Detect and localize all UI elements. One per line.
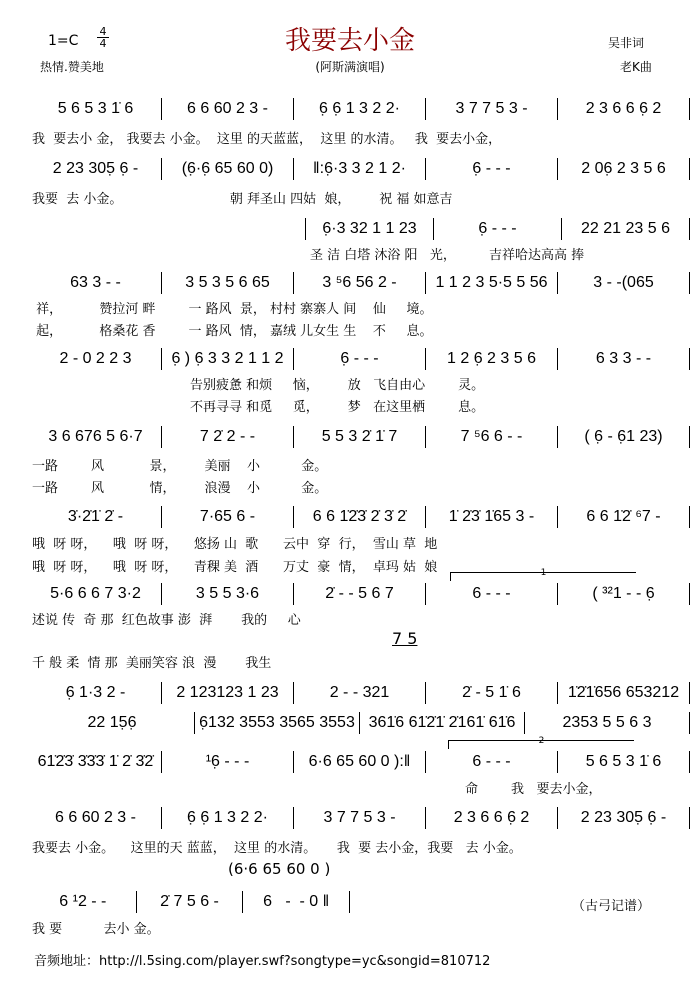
lyric-line: 告别疲惫 和烦 恼， 放 飞自由心 灵。	[190, 378, 485, 393]
measure: 1 2 6̣ 2 3 5 6	[426, 348, 558, 370]
notation-row	[30, 583, 690, 605]
lyric-line: 千 般 柔 情 那 美丽笑容 浪 漫 我生	[32, 656, 272, 671]
volta-bracket: 1	[450, 572, 636, 581]
measure: 5·6 6 6 7 3·2	[30, 583, 162, 605]
measure: ( ³²1 - - 6̣	[558, 583, 690, 605]
measure: 22 21 23 5 6	[562, 218, 690, 240]
measure: 6 6 1̇2̇3̇ 2̇ 3̇ 2̇	[294, 506, 426, 528]
measure: 2 3 6 6 6̣ 2	[558, 98, 690, 120]
measure: 2 123123 1 23	[162, 682, 294, 704]
measure: 1̇2̇1̇656 653212	[558, 682, 690, 704]
measure: 2̇ - 5 1̇ 6	[426, 682, 558, 704]
lyric-line: 命 我 要去小金，	[465, 782, 602, 797]
measure: 3 7 7 5 3 -	[426, 98, 558, 120]
lyric-line: 一路 风 景， 美丽 小 金。	[32, 459, 328, 474]
notation-row	[30, 712, 690, 734]
measure: 6̣ 1·3 2 -	[30, 682, 162, 704]
measure: 3 7 7 5 3 -	[294, 807, 426, 829]
lyricist: 吴非词	[608, 36, 645, 50]
measure: (6̣·6̣ 65 60 0)	[162, 158, 294, 180]
notation-row	[30, 682, 690, 704]
measure: 7 ⁵6 6 - -	[426, 426, 558, 448]
measure: 5 6 5 3 1̇ 6	[30, 98, 162, 120]
measure: 2 23 305̣ 6̣ -	[30, 158, 162, 180]
measure: 6 6 1̇2̇ ⁶7 -	[558, 506, 690, 528]
notation-credit: （古弓记谱）	[572, 899, 651, 914]
alternate-notes: 7 5	[392, 629, 418, 648]
song-title: 我要去小金	[284, 26, 415, 56]
key-signature: 1=C	[48, 33, 79, 49]
measure: 6̣ - - -	[426, 158, 558, 180]
notation-row	[30, 807, 690, 829]
measure: 2 - - 321	[294, 682, 426, 704]
measure: 2 06̣ 2 3 5 6	[558, 158, 690, 180]
measure: 6̣132 3553 3565 3553	[195, 712, 360, 734]
measure: 61̇2̇3̇ 3̇3̇3̇ 1̇ 2̇ 3̇2̇	[30, 751, 162, 773]
measure: 6 ¹2 - -	[30, 891, 137, 913]
measure: 1̇ 2̇3̇ 1̇65 3 -	[426, 506, 558, 528]
measure: 2̇ - - 5 6 7	[294, 583, 426, 605]
measure: 6 3 3 - -	[558, 348, 690, 370]
lyric-line: 我 要 去小 金。	[32, 922, 160, 937]
lyric-line: 祥， 赞拉河 畔 一 路风 景， 村村 寨寨人 间 仙 境。	[32, 302, 433, 317]
notation-row	[30, 158, 690, 180]
interlude-notes: (6·6 65 60 0 )	[228, 860, 331, 878]
measure: 22 15̣6̣	[30, 712, 195, 734]
lyric-line: 述说 传 奇 那 红色故事 澎 湃 我的 心	[32, 613, 301, 628]
measure: 6̣ 6̣ 1 3 2 2·	[294, 98, 426, 120]
expression-mark: 热情.赞美地	[40, 60, 104, 74]
volta-bracket: 2	[448, 740, 634, 749]
audio-url: 音频地址：http://l.5sing.com/player.swf?songtype=yc&songid=810712	[34, 954, 491, 969]
song-subtitle: (阿斯满演唱)	[315, 60, 385, 74]
measure: ( 6̣ - 6̣1 23)	[558, 426, 690, 448]
measure: 3 - -(065	[558, 272, 690, 294]
measure: 6̣ 6̣ 1 3 2 2·	[162, 807, 294, 829]
measure: 3 6 676 5 6·7	[30, 426, 162, 448]
measure: 6 6 60 2 3 -	[30, 807, 162, 829]
measure: 6̣·3 32 1 1 23	[305, 218, 434, 240]
measure: 3 ⁵6 56 2 -	[294, 272, 426, 294]
lyric-line: 一路 风 情， 浪漫 小 金。	[32, 481, 328, 496]
measure: 361̇6 61̇2̇1̇ 2̇161̇ 61̇6	[360, 712, 525, 734]
notation-row	[30, 348, 690, 370]
measure: 6̣ - - -	[434, 218, 562, 240]
measure: 3̇·2̇1̇ 2̇ -	[30, 506, 162, 528]
lyric-line: 哦 呀 呀， 哦 呀 呀， 青稞 美 酒 万丈 豪 情， 卓玛 姑 娘	[32, 560, 438, 575]
notation-row	[30, 506, 690, 528]
notation-row	[30, 272, 690, 294]
measure: 3 5 3 5 6 65	[162, 272, 294, 294]
notation-row	[30, 426, 690, 448]
measure: 6 - - 0 ‖	[243, 891, 350, 913]
composer: 老K曲	[620, 60, 652, 74]
lyric-line: 哦 呀 呀， 哦 呀 呀， 悠扬 山 歌 云中 穿 行， 雪山 草 地	[32, 537, 438, 552]
measure: 6̣ ) 6̣ 3 3 2 1 1 2	[162, 348, 294, 370]
time-bottom: 4	[97, 37, 109, 49]
notation-row	[30, 891, 350, 913]
measure: 7 2̇ 2 - -	[162, 426, 294, 448]
measure: 2̇ 7 5 6 -	[137, 891, 244, 913]
time-top: 4	[99, 25, 107, 38]
measure: 2353 5 5 6 3	[525, 712, 690, 734]
measure: 6 - - -	[426, 751, 558, 773]
measure: 2 23 305̣ 6̣ -	[558, 807, 690, 829]
lyric-line: 不再寻寻 和觅 觅， 梦 在这里栖 息。	[190, 400, 485, 415]
measure: 2 3 6 6 6̣ 2	[426, 807, 558, 829]
measure: 6 6 60 2 3 -	[162, 98, 294, 120]
measure: 5 5 3 2̇ 1̇ 7	[294, 426, 426, 448]
measure: ¹6̣ - - -	[162, 751, 294, 773]
measure: 3 5 5 3·6	[162, 583, 294, 605]
measure: ‖:6̣·3 3 2 1 2·	[294, 158, 426, 180]
notation-row	[30, 751, 690, 773]
lyric-line: 我要 去 小金。 朝 拜圣山 四姑 娘， 祝 福 如意吉	[32, 192, 453, 207]
lyric-line: 起， 格桑花 香 一 路风 情， 嘉绒 儿女生 生 不 息。	[32, 324, 433, 339]
measure: 7·65 6 -	[162, 506, 294, 528]
lyric-line: 圣 洁 白塔 沐浴 阳 光， 吉祥哈达高高 捧	[310, 248, 585, 263]
lyric-line: 我 要去小 金， 我要去 小金。 这里 的天蓝蓝， 这里 的水清。 我 要去小金，	[32, 132, 502, 147]
measure: 2 - 0 2 2 3	[30, 348, 162, 370]
notation-row	[30, 98, 690, 120]
lyric-line: 我要去 小金。 这里的天 蓝蓝， 这里 的水清。 我 要 去小金，我要 去 小金。	[32, 841, 522, 856]
measure: 6 - - -	[426, 583, 558, 605]
measure: 63 3 - -	[30, 272, 162, 294]
notation-row	[305, 218, 690, 240]
measure: 6̣ - - -	[294, 348, 426, 370]
measure: 5 6 5 3 1̇ 6	[558, 751, 690, 773]
measure: 6·6 65 60 0 ):‖	[294, 751, 426, 773]
measure: 1 1 2 3 5·5 5 56	[426, 272, 558, 294]
